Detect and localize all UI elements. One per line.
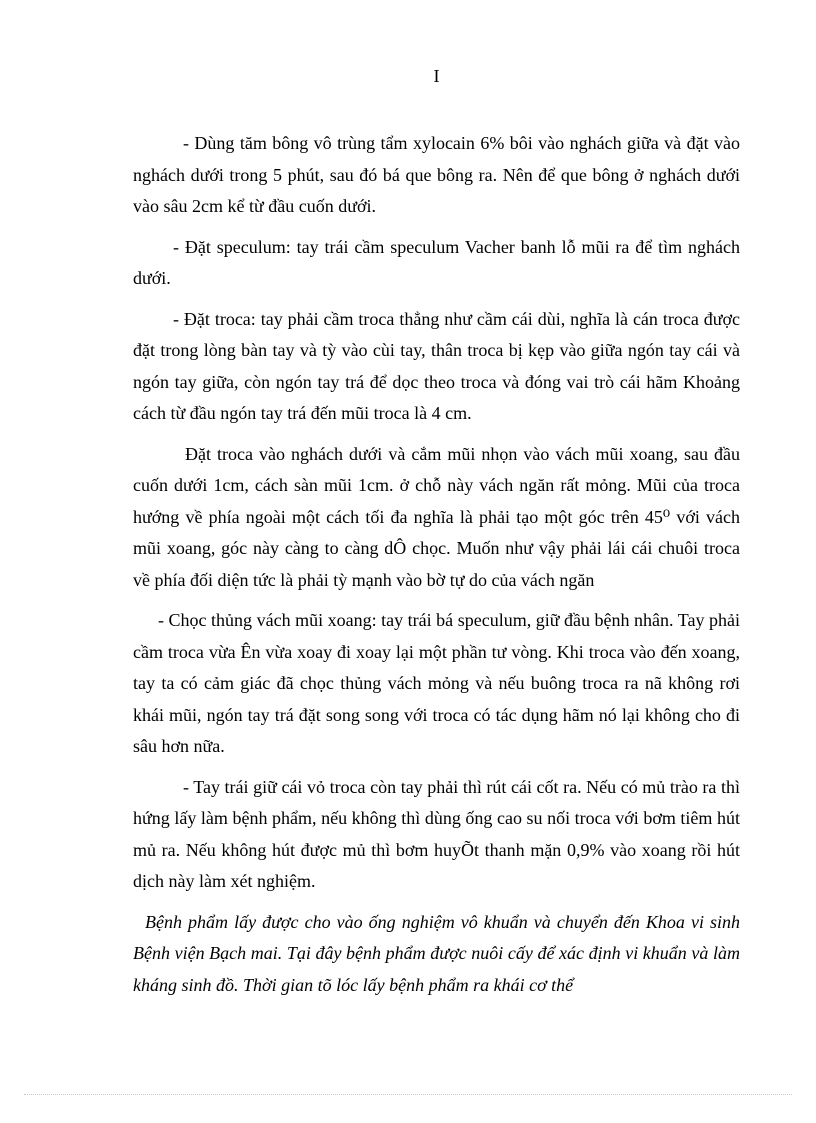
- paragraph-puncture-step: - Chọc thủng vách mũi xoang: tay trái bá speculum, giữ đầu bệnh nhân. Tay phải cầm troca vừa Ên vừa xoay đi xoay lại một phần tư vòng. Khi troca vào đến xoang, tay ta có cảm giác đã chọc thủng vách mỏng và nếu buông troca ra nã không rơi khái mũi, ngón tay trá đặt song song với troca có tác dụng hãm nó lại không cho đi sâu hơn nữa.: [133, 610, 740, 756]
- paragraph-specimen-handling: Bệnh phẩm lấy được cho vào ống nghiệm vô khuẩn và chuyển đến Khoa vi sinh Bệnh viện Bạch mai. Tại đây bệnh phẩm được nuôi cấy để xác định vi khuẩn và làm kháng sinh đồ. Thời gian tõ lóc lấy bệnh phẩm ra khái cơ thể: [133, 911, 740, 995]
- document-body: [133, 128, 740, 1001]
- page-bottom-divider: [24, 1094, 792, 1095]
- paragraph-troca-insertion: Đặt troca vào nghách dưới và cắm mũi nhọn vào vách mũi xoang, sau đầu cuốn dưới 1cm, cách sàn mũi 1cm. ở chỗ này vách ngăn rất mỏng. Mũi của troca hướng về phía ngoài một cách tối đa nghĩa là phải tạo một góc trên 45⁰ với vách mũi xoang, góc này càng to càng dÔ chọc. Muốn như vậy phải lái cái chuôi troca về phía đối diện tức là phải tỳ mạnh vào bờ tự do của vách ngăn: [133, 443, 740, 590]
- paragraph-aspiration-step: - Tay trái giữ cái vỏ troca còn tay phải thì rút cái cốt ra. Nếu có mủ trào ra thì hứng lấy làm bệnh phẩm, nếu không thì dùng ống cao su nối troca với bơm tiêm hút mủ ra. Nếu không hút được mủ thì bơm huyÕt thanh mặn 0,9% vào xoang rồi hút dịch này làm xét nghiệm.: [133, 776, 740, 891]
- paragraph-troca-grip-step: - Đặt troca: tay phải cầm troca thẳng như cầm cái dùi, nghĩa là cán troca được đặt trong lòng bàn tay và tỳ vào cùi tay, thân troca bị kẹp vào giữa ngón tay cái và ngón tay giữa, còn ngón tay trá để dọc theo troca và đóng vai trò cái hãm Khoảng cách từ đầu ngón tay trá đến mũi troca là 4 cm.: [133, 308, 740, 423]
- page-number: I: [433, 66, 440, 86]
- paragraph-cotton-swab-step: - Dùng tăm bông vô trùng tẩm xylocain 6% bôi vào nghách giữa và đặt vào nghách dưới trong 5 phút, sau đó bá que bông ra. Nên để que bông ở nghách dưới vào sâu 2cm kể từ đầu cuốn dưới.: [133, 133, 740, 216]
- paragraph-speculum-step: - Đặt speculum: tay trái cầm speculum Vacher banh lỗ mũi ra để tìm nghách dưới.: [133, 236, 740, 288]
